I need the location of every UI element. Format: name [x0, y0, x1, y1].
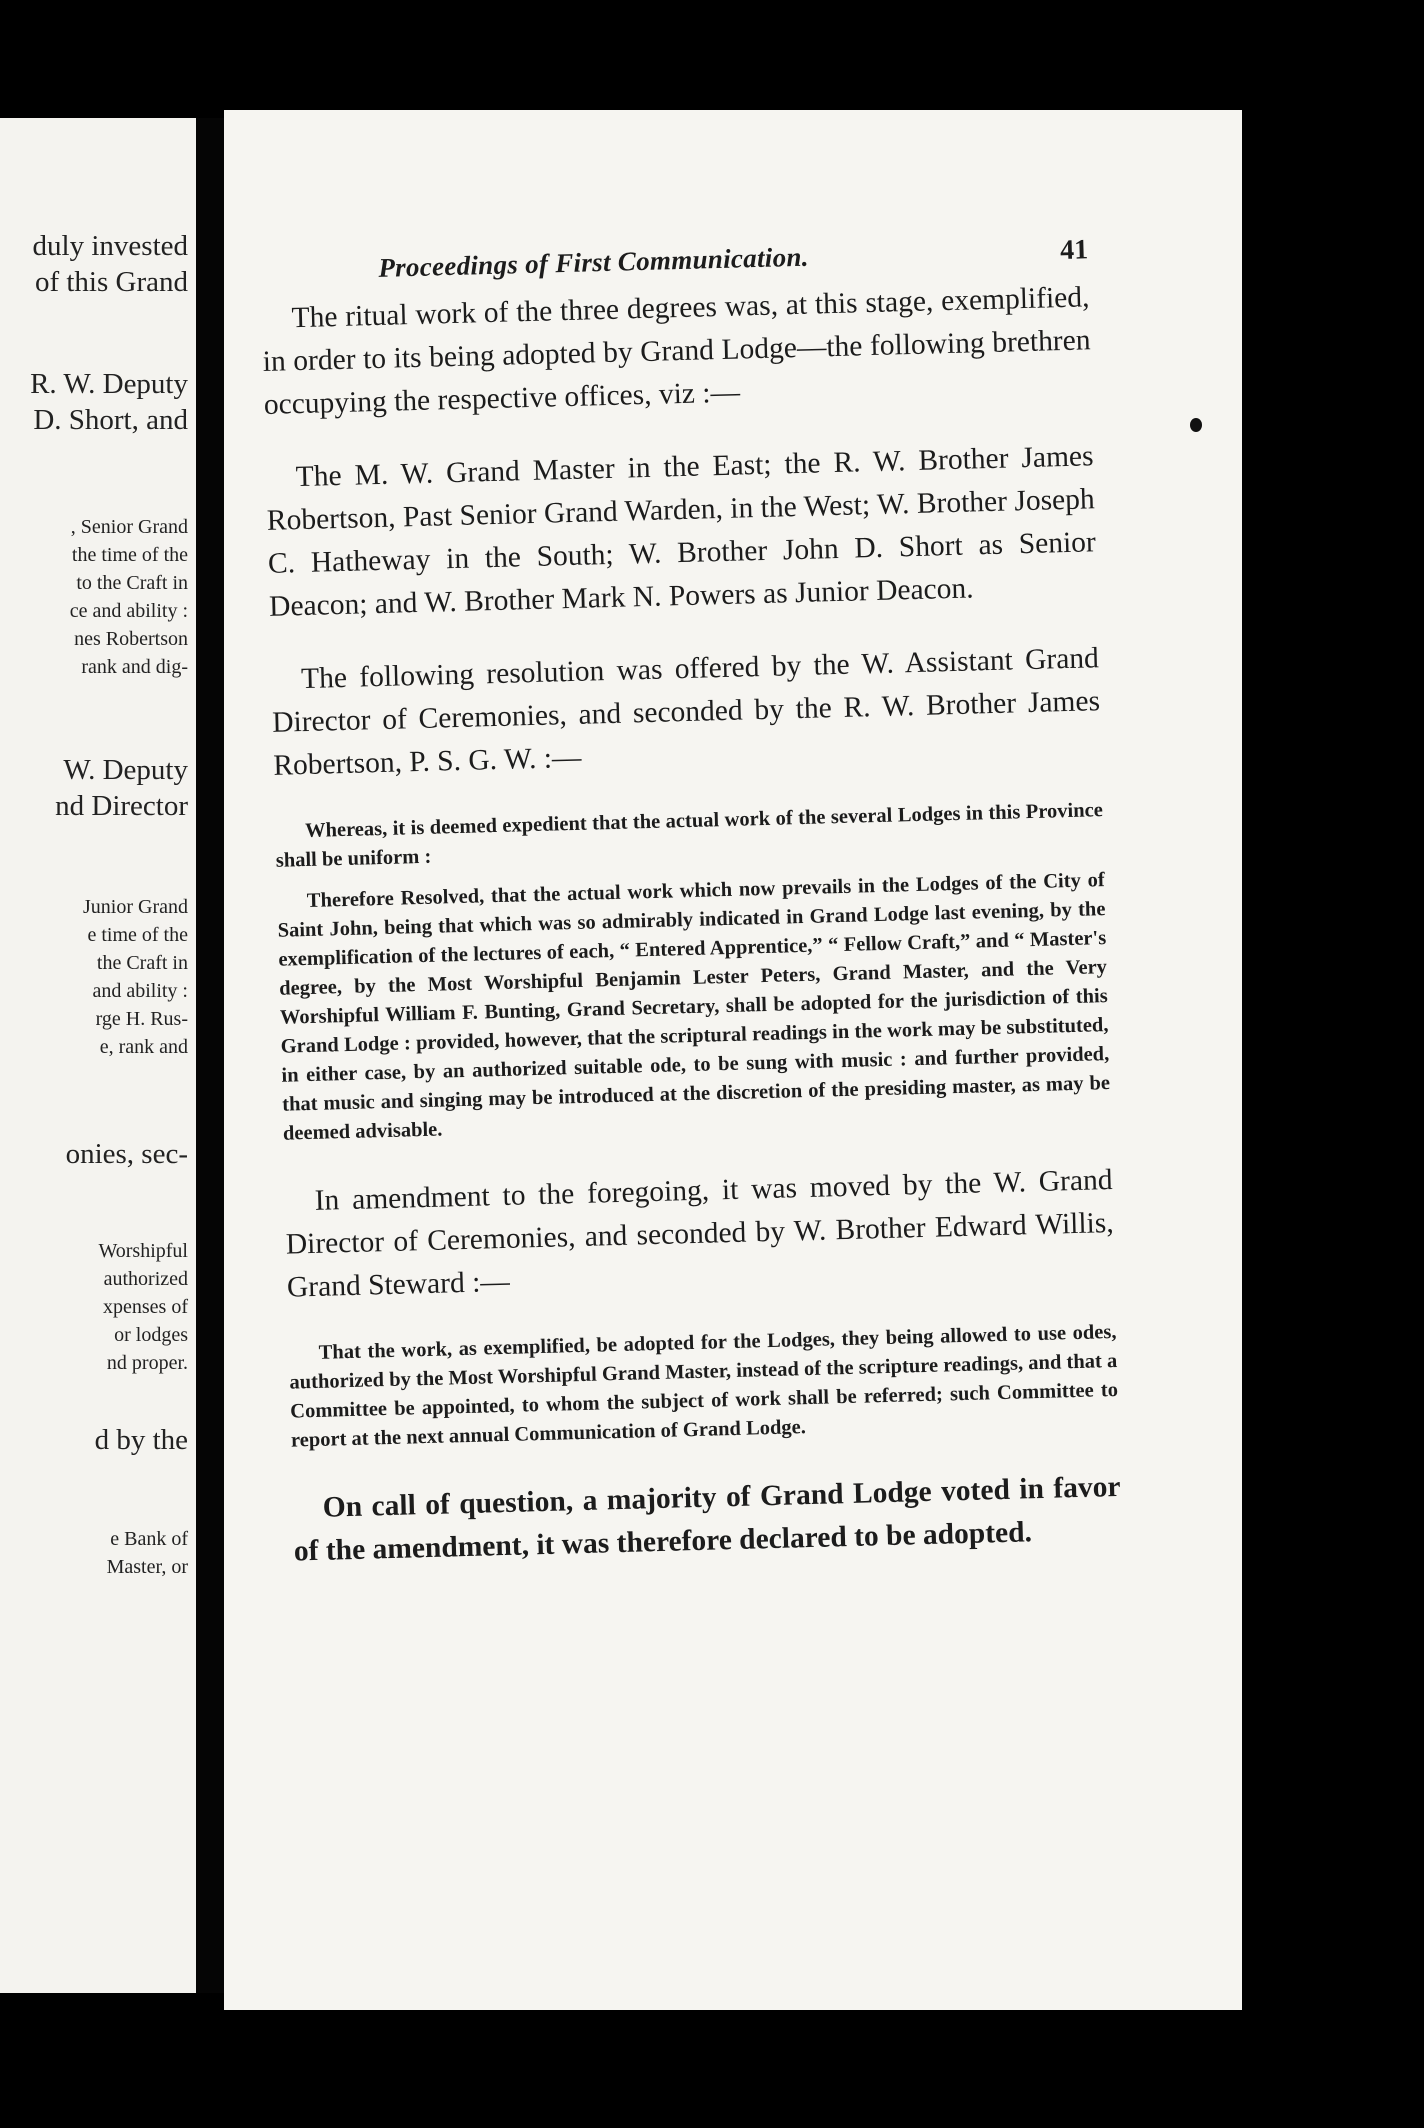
paragraph-ritual-work: The ritual work of the three degrees was, at this stage, exemplified, in order to its being adopted by Grand Lodge—the following brethren occupying the respective offices, viz :— — [262, 281, 1091, 421]
left-page-line: ce and ability : — [69, 600, 188, 622]
paragraph-resolution-offered: The following resolution was offered by the W. Assistant Grand Director of Ceremonies, and seconded by the R. W. Brother James Robertson, P. S. G. W. :— — [271, 642, 1101, 782]
book-page — [224, 110, 1242, 2010]
page-content — [260, 234, 1123, 1603]
left-page-line: e, rank and — [99, 1036, 188, 1058]
resolution-block — [275, 796, 1111, 1149]
left-page-line: of this Grand — [34, 266, 188, 298]
left-page-line: duly invested — [32, 230, 188, 262]
book-gutter — [196, 118, 224, 1993]
left-page-line: to the Craft in — [76, 572, 188, 594]
left-page-line: Master, or — [106, 1556, 188, 1578]
left-page-line: rank and dig- — [81, 656, 188, 678]
left-page-line: the Craft in — [96, 952, 188, 974]
previous-page-fragment — [0, 118, 196, 1993]
paragraph-vote-result: On call of question, a majority of Grand Lodge voted in favor of the amendment, it was therefore declared to be adopted. — [293, 1470, 1121, 1568]
running-title: Proceedings of First Communication. — [377, 241, 810, 283]
left-page-line: the time of the — [71, 544, 188, 566]
left-page-line: onies, sec- — [65, 1138, 188, 1170]
left-page-line: or lodges — [114, 1324, 188, 1346]
resolution-whereas: Whereas, it is deemed expedient that the actual work of the several Lodges in this Province shall be uniform : — [275, 799, 1104, 872]
left-page-line: nes Robertson — [74, 628, 188, 650]
left-page-line: nd Director — [55, 790, 188, 822]
left-page-line: nd proper. — [106, 1352, 188, 1374]
left-page-line: R. W. Deputy — [30, 368, 188, 400]
paragraph-amendment-moved: In amendment to the foregoing, it was moved by the W. Grand Director of Ceremonies, and seconded by W. Brother Edward Willis, Grand Steward :— — [285, 1164, 1115, 1304]
paragraph-officers: The M. W. Grand Master in the East; the R. W. Brother James Robertson, Past Senior Grand Warden, in the West; W. Brother Joseph C. Hatheway in the South; W. Brother John D. Short as Senior Deacon; and W. Brother Mark N. Powers as Junior Deacon. — [266, 440, 1097, 623]
amendment-text: That the work, as exemplified, be adopted for the Lodges, they being allowed to use odes, authorized by the Most Worshipful Grand Master, instead of the scripture readings, and that a Committee be appointed, to whom the subject of work shall be referred; such Committee to report at the next annual Communication of Grand Lodge. — [289, 1320, 1119, 1452]
left-page-line: d by the — [94, 1424, 188, 1456]
left-page-line: D. Short, and — [33, 404, 188, 436]
left-page-line: rge H. Rus- — [95, 1008, 188, 1030]
left-page-line: xpenses of — [103, 1296, 188, 1318]
amendment-block — [288, 1318, 1119, 1456]
left-page-line: Junior Grand — [83, 896, 188, 918]
left-page-line: W. Deputy — [63, 754, 188, 786]
left-page-line: and ability : — [92, 980, 188, 1002]
left-page-line: e Bank of — [110, 1528, 188, 1550]
left-page-line: authorized — [103, 1268, 188, 1290]
left-page-line: Worshipful — [98, 1240, 188, 1262]
page-number: 41 — [1059, 234, 1089, 267]
left-page-line: , Senior Grand — [70, 516, 188, 538]
resolution-therefore: Therefore Resolved, that the actual work which now prevails in the Lodges of the City of Saint John, being that which was so admirably indicated in Grand Lodge last evening, by the exemplification of the lectures of each, “ Entered Apprentice,” “ Fellow Craft,” and “ Master's degree, by the Most Worshipful Benjamin Lester Peters, Grand Master, and the Very Worshipful William F. Bunting, Grand Secretary, shall be adopted for the jurisdiction of this Grand Lodge : provided, however, that the scriptural readings in the work may be substituted, in either case, by an authorized suitable ode, to be sung with music : and further provided, that music and singing may be introduced at the discretion of the presiding master, as may be deemed advisable. — [277, 869, 1111, 1145]
ink-blot — [1190, 418, 1202, 432]
left-page-line: e time of the — [87, 924, 188, 946]
